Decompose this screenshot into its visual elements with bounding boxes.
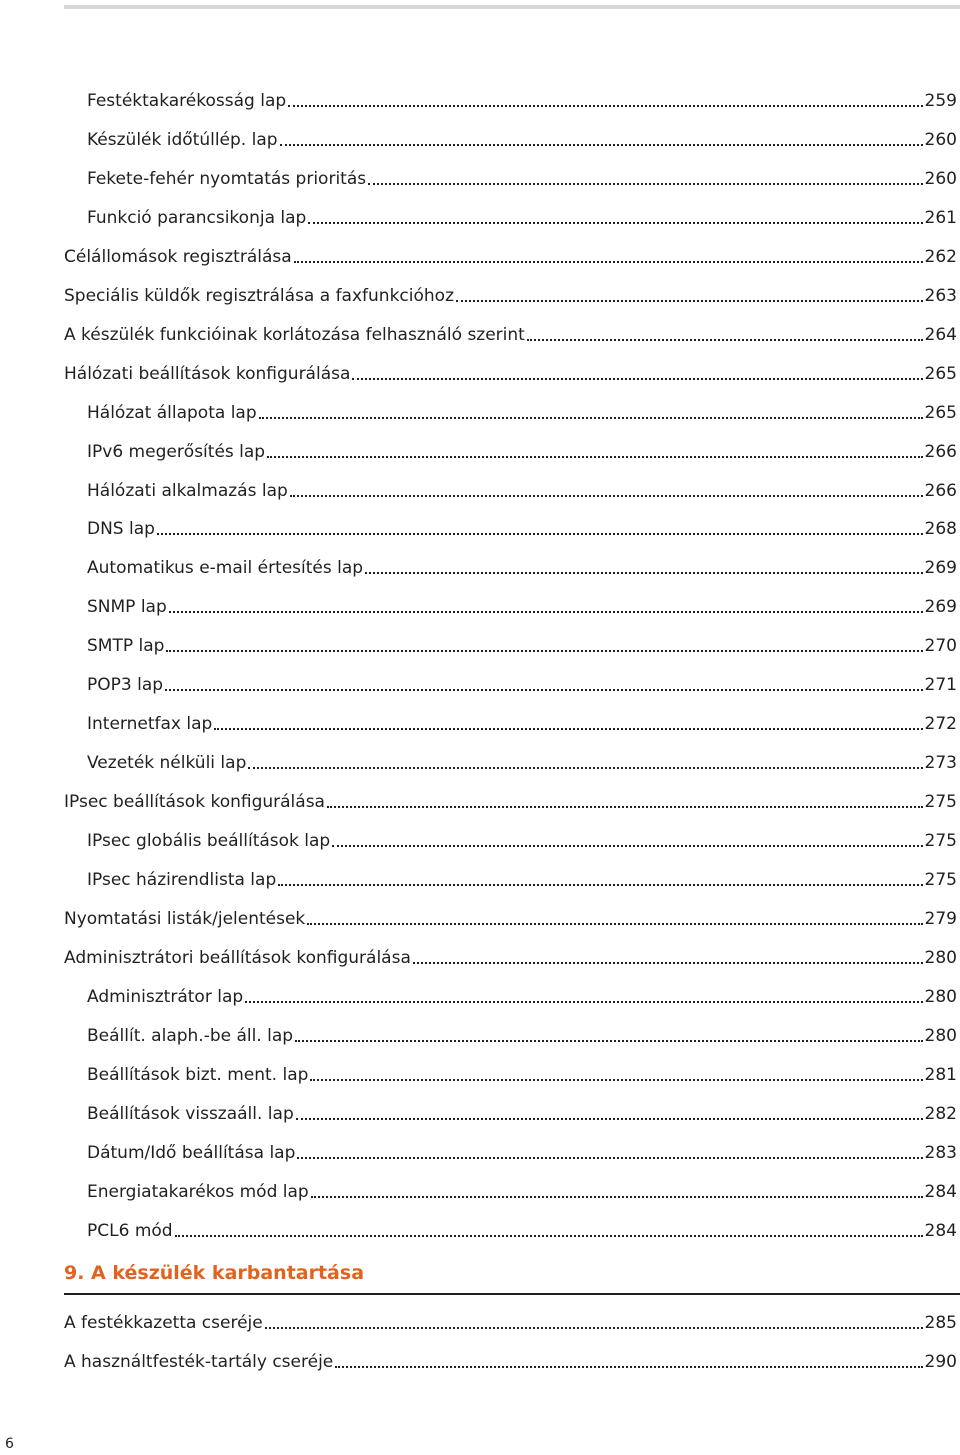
dot-leader — [297, 1157, 922, 1159]
toc-entry[interactable] — [87, 123, 957, 151]
dot-leader — [278, 884, 922, 886]
toc-entry[interactable] — [64, 1345, 957, 1373]
toc-entry-page: 284 — [924, 1220, 957, 1241]
toc-entry[interactable] — [64, 240, 957, 268]
dot-leader — [259, 417, 923, 419]
toc-entry-title: IPsec beállítások konfigurálása — [64, 792, 325, 813]
toc-entry-title: A használtfesték-tartály cseréje — [64, 1352, 334, 1372]
toc-entry-title: POP3 lap — [87, 675, 164, 696]
toc-entry-page: 269 — [924, 558, 957, 579]
dot-leader — [165, 689, 923, 691]
toc-entry-title: Nyomtatási listák/jelentések — [64, 908, 306, 929]
dot-leader — [327, 806, 923, 808]
toc-entry-title: A festékkazetta cseréje — [64, 1313, 263, 1333]
toc-entry[interactable] — [64, 279, 957, 307]
toc-entry-page: 260 — [924, 168, 957, 189]
toc-entry-title: Adminisztrátori beállítások konfigurálása — [64, 947, 411, 968]
dot-leader — [157, 533, 923, 535]
toc-entry-title: Automatikus e-mail értesítés lap — [87, 558, 364, 579]
toc-entry-page: 259 — [924, 91, 957, 111]
toc-entry-title: Speciális küldők regisztrálása a faxfunkcióhoz — [64, 285, 454, 306]
toc-entry-title: SNMP lap — [87, 597, 167, 618]
dot-leader — [311, 1196, 923, 1198]
dot-leader — [413, 962, 923, 964]
toc-entry[interactable] — [87, 435, 957, 463]
dot-leader — [265, 1327, 923, 1329]
toc-entry-title: Beállítások bizt. ment. lap — [87, 1064, 309, 1085]
dot-leader — [175, 1235, 923, 1237]
toc-entry-title: DNS lap — [87, 519, 155, 540]
toc-entry-title: Hálózati alkalmazás lap — [87, 480, 288, 501]
toc-entry-page: 272 — [924, 714, 957, 735]
toc-entry-page: 283 — [924, 1142, 957, 1163]
toc-entry-page: 279 — [924, 908, 957, 929]
toc-entry[interactable] — [64, 902, 957, 930]
toc-entry[interactable] — [87, 980, 957, 1008]
dot-leader — [295, 1040, 922, 1042]
toc-entry[interactable] — [87, 824, 957, 852]
toc-entry-page: 265 — [924, 363, 957, 384]
toc-entry-title: Célállomások regisztrálása — [64, 246, 292, 267]
dot-leader — [290, 495, 923, 497]
toc-entry[interactable] — [87, 1058, 957, 1086]
dot-leader — [335, 1366, 922, 1368]
toc-entry-page: 263 — [924, 285, 957, 306]
toc-entry[interactable] — [87, 1097, 957, 1125]
toc-entry-page: 261 — [924, 207, 957, 228]
toc-entry[interactable] — [64, 318, 957, 346]
toc-entry-page: 280 — [924, 986, 957, 1007]
toc-entry-title: IPv6 megerősítés lap — [87, 441, 266, 462]
toc-entry[interactable] — [87, 707, 957, 735]
toc-entry-page: 260 — [924, 129, 957, 150]
toc-entry-title: Fekete-fehér nyomtatás prioritás — [87, 168, 367, 189]
dot-leader — [166, 650, 922, 652]
dot-leader — [280, 144, 923, 146]
toc-entry-title: IPsec házirendlista lap — [87, 870, 277, 890]
toc-entry-title: Internetfax lap — [87, 714, 213, 735]
toc-entry-page: 273 — [924, 753, 957, 774]
toc-entry[interactable] — [87, 1019, 957, 1047]
toc-entry-page: 269 — [924, 597, 957, 618]
toc-entry[interactable] — [87, 1136, 957, 1164]
toc-entry[interactable] — [64, 941, 957, 969]
toc-entry-title: SMTP lap — [87, 636, 165, 657]
toc-entry[interactable] — [87, 512, 957, 540]
toc-entry-page: 266 — [924, 441, 957, 462]
toc-entry[interactable] — [87, 668, 957, 696]
dot-leader — [365, 572, 922, 574]
toc-entry-page: 280 — [924, 1025, 957, 1046]
toc-entry[interactable] — [87, 162, 957, 190]
dot-leader — [169, 611, 923, 613]
toc-entry[interactable] — [87, 474, 957, 502]
toc-entry-page: 281 — [924, 1064, 957, 1085]
toc-entry-page: 270 — [924, 636, 957, 657]
toc-entry[interactable] — [87, 396, 957, 424]
toc-entry-page: 268 — [924, 519, 957, 540]
dot-leader — [308, 222, 922, 224]
dot-leader — [307, 923, 922, 925]
toc-entry-title: A készülék funkcióinak korlátozása felhasználó szerint — [64, 324, 525, 345]
toc-entry-page: 280 — [924, 947, 957, 968]
toc-entry-title: PCL6 mód — [87, 1220, 173, 1241]
dot-leader — [294, 261, 923, 263]
toc-entry-page: 275 — [924, 792, 957, 813]
toc-entry-title: Hálózat állapota lap — [87, 402, 257, 423]
toc-entry[interactable] — [87, 201, 957, 229]
dot-leader — [296, 1118, 923, 1120]
dot-leader — [352, 378, 922, 380]
toc-entry-page: 266 — [924, 480, 957, 501]
toc-entry[interactable] — [64, 785, 957, 813]
toc-entry-title: Festéktakarékosság lap — [87, 91, 287, 111]
toc-entry[interactable] — [87, 84, 957, 112]
dot-leader — [248, 767, 922, 769]
toc-entry-title: Funkció parancsikonja lap — [87, 207, 307, 228]
toc-entry-title: Vezeték nélküli lap — [87, 753, 247, 774]
toc-entry-page: 282 — [924, 1103, 957, 1124]
dot-leader — [527, 339, 923, 341]
toc-entry-page: 285 — [924, 1313, 957, 1333]
toc-entry-title: Beállítások visszaáll. lap — [87, 1103, 294, 1124]
toc-entry[interactable] — [87, 590, 957, 618]
toc-entry-page: 264 — [924, 324, 957, 345]
toc-entry-title: Dátum/Idő beállítása lap — [87, 1142, 296, 1163]
toc-entry[interactable] — [87, 551, 957, 579]
dot-leader — [456, 300, 923, 302]
toc-entry-page: 262 — [924, 246, 957, 267]
toc-entry[interactable] — [87, 1175, 957, 1203]
toc-entry[interactable] — [64, 1306, 957, 1334]
dot-leader — [332, 845, 922, 847]
toc-entry-title: Beállít. alaph.-be áll. lap — [87, 1025, 294, 1046]
toc-entry-title: Készülék időtúllép. lap — [87, 129, 278, 150]
dot-leader — [267, 456, 922, 458]
dot-leader — [310, 1079, 922, 1081]
toc-entry[interactable] — [87, 746, 957, 774]
toc-entry-title: IPsec globális beállítások lap — [87, 831, 331, 852]
toc-entry-page: 271 — [924, 675, 957, 696]
toc-entry-title: Hálózati beállítások konfigurálása — [64, 363, 351, 384]
top-rule — [64, 5, 960, 9]
chapter-rule — [64, 1293, 960, 1295]
dot-leader — [214, 728, 922, 730]
toc-entry[interactable] — [87, 863, 957, 891]
dot-leader — [288, 105, 922, 107]
toc-entry-page: 275 — [924, 870, 957, 890]
chapter-heading: 9. A készülék karbantartása — [64, 1262, 365, 1284]
dot-leader — [368, 183, 922, 185]
dot-leader — [245, 1001, 922, 1003]
toc-entry[interactable] — [64, 357, 957, 385]
toc-entry-page: 284 — [924, 1181, 957, 1202]
toc-entry-title: Adminisztrátor lap — [87, 986, 244, 1007]
toc-entry-title: Energiatakarékos mód lap — [87, 1181, 309, 1202]
page-number: 6 — [5, 1436, 14, 1452]
toc-entry[interactable] — [87, 1214, 957, 1242]
toc-entry-page: 290 — [924, 1352, 957, 1372]
toc-entry-page: 265 — [924, 402, 957, 423]
toc-entry[interactable] — [87, 629, 957, 657]
toc-entry-page: 275 — [924, 831, 957, 852]
